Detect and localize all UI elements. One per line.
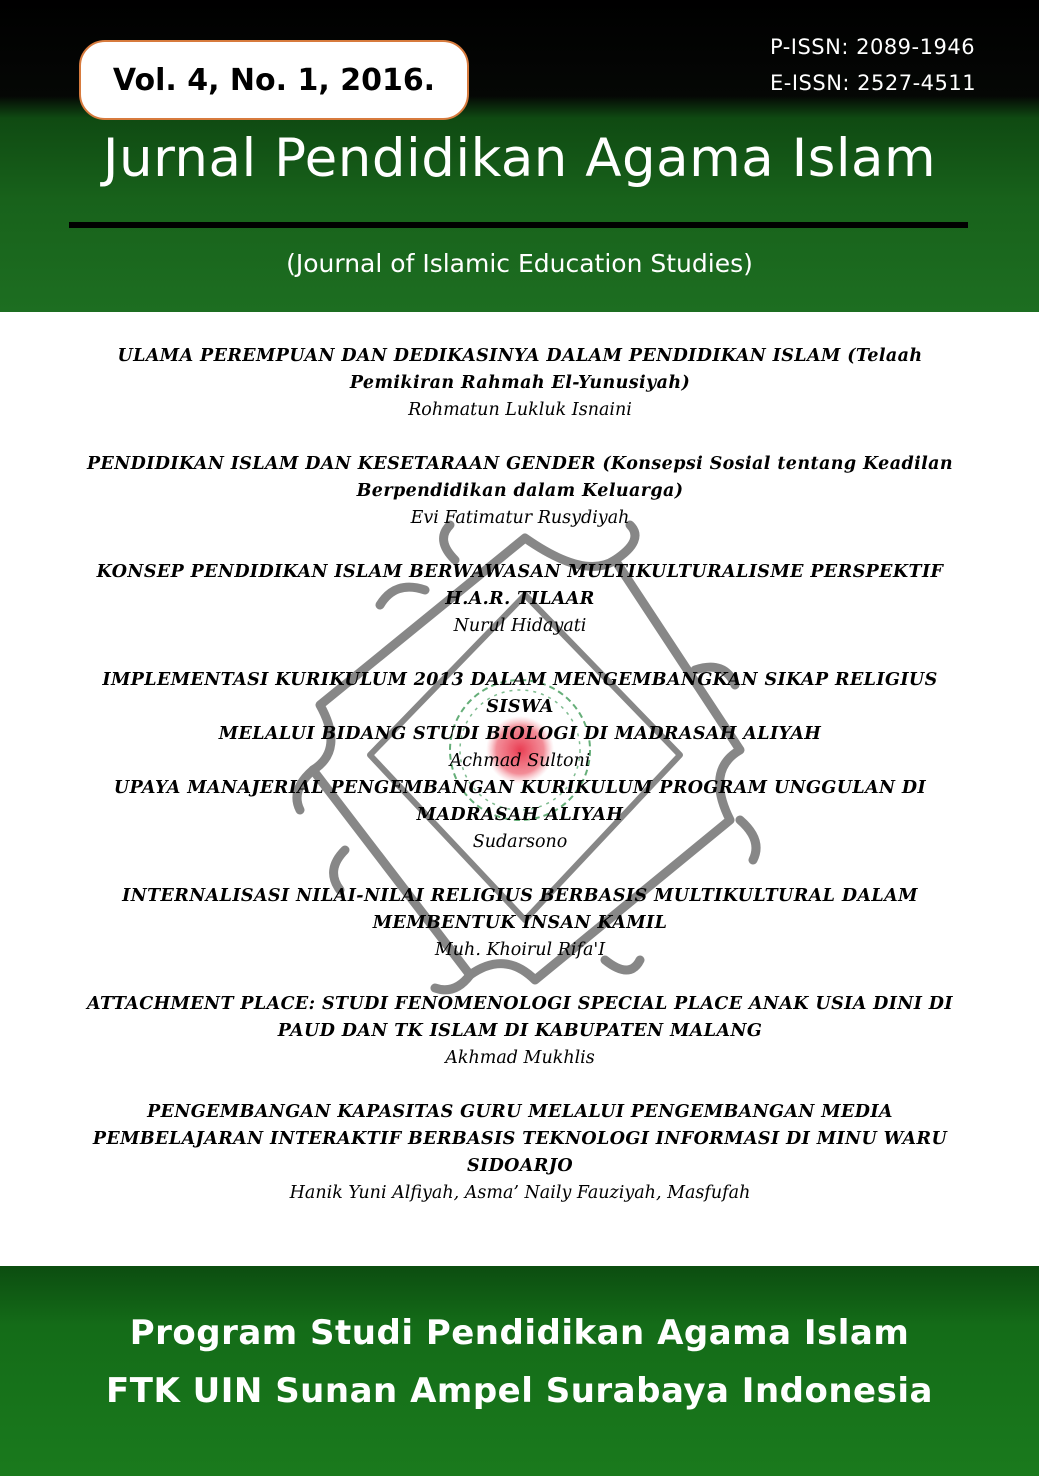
article-author: Akhmad Mukhlis <box>445 1048 595 1068</box>
article-entry <box>80 451 960 559</box>
article-title-line: PAUD DAN TK ISLAM DI KABUPATEN MALANG <box>277 1021 763 1041</box>
article-title-line: Berpendidikan dalam Keluarga) <box>356 481 684 501</box>
article-author: Evi Fatimatur Rusydiyah <box>410 508 630 528</box>
article-entry <box>80 667 960 775</box>
article-title-line: PENDIDIKAN ISLAM DAN KESETARAAN GENDER (Konsepsi Sosial tentang Keadilan <box>86 454 954 474</box>
p-issn: P-ISSN: 2089-1946 <box>770 35 976 59</box>
footer-program: Program Studi Pendidikan Agama Islam <box>129 1313 910 1353</box>
article-title-line: ATTACHMENT PLACE: STUDI FENOMENOLOGI SPECIAL PLACE ANAK USIA DINI DI <box>87 994 953 1014</box>
article-author: Achmad Sultoni <box>449 751 591 771</box>
article-title-line: ULAMA PEREMPUAN DAN DEDIKASINYA DALAM PENDIDIKAN ISLAM (Telaah <box>117 346 923 366</box>
article-title-line: INTERNALISASI NILAI-NILAI RELIGIUS BERBASIS MULTIKULTURAL DALAM <box>122 886 918 906</box>
article-title-line: MADRASAH ALIYAH <box>416 805 624 825</box>
article-entry <box>80 559 960 667</box>
article-title-line: PEMBELAJARAN INTERAKTIF BERBASIS TEKNOLOGI INFORMASI DI MINU WARU <box>92 1129 948 1149</box>
article-title-line: IMPLEMENTASI KURIKULUM 2013 DALAM MENGEMBANGKAN SIKAP RELIGIUS SISWA <box>102 670 938 717</box>
article-entry <box>80 343 960 451</box>
article-author: Rohmatun Lukluk Isnaini <box>408 400 632 420</box>
article-title-line: PENGEMBANGAN KAPASITAS GURU MELALUI PENGEMBANGAN MEDIA <box>147 1102 893 1122</box>
volume-label: Vol. 4, No. 1, 2016. <box>112 62 436 98</box>
table-of-contents <box>80 343 960 1209</box>
article-title-line: MELALUI BIDANG STUDI BIOLOGI DI MADRASAH ALIYAH <box>218 724 822 744</box>
title-divider <box>69 222 968 228</box>
article-title-line: KONSEP PENDIDIKAN ISLAM BERWAWASAN MULTIKULTURALISME PERSPEKTIF <box>96 562 944 582</box>
journal-title: Jurnal Pendidikan Agama Islam <box>102 128 937 189</box>
article-author: Nurul Hidayati <box>453 616 587 636</box>
article-entry <box>80 775 960 883</box>
article-title-line: H.A.R. TILAAR <box>445 589 595 609</box>
article-entry <box>80 991 960 1099</box>
article-entry <box>80 883 960 991</box>
article-title-line: MEMBENTUK INSAN KAMIL <box>372 913 668 933</box>
e-issn: E-ISSN: 2527-4511 <box>770 71 977 95</box>
article-author: Muh. Khoirul Rifa'I <box>434 940 606 960</box>
cover-header <box>0 0 1039 312</box>
article-author: Hanik Yuni Alfiyah, Asma’ Naily Fauziyah, Masfufah <box>289 1183 751 1203</box>
volume-badge <box>79 40 469 120</box>
article-title-line: Pemikiran Rahmah El-Yunusiyah) <box>349 373 691 393</box>
article-entry <box>80 1099 960 1209</box>
article-author: Sudarsono <box>472 832 568 852</box>
footer-institution: FTK UIN Sunan Ampel Surabaya Indonesia <box>106 1371 933 1411</box>
article-title-line: UPAYA MANAJERIAL PENGEMBANGAN KURIKULUM PROGRAM UNGGULAN DI <box>113 778 927 798</box>
article-title-line: SIDOARJO <box>466 1156 574 1176</box>
journal-subtitle: (Journal of Islamic Education Studies) <box>286 249 753 278</box>
